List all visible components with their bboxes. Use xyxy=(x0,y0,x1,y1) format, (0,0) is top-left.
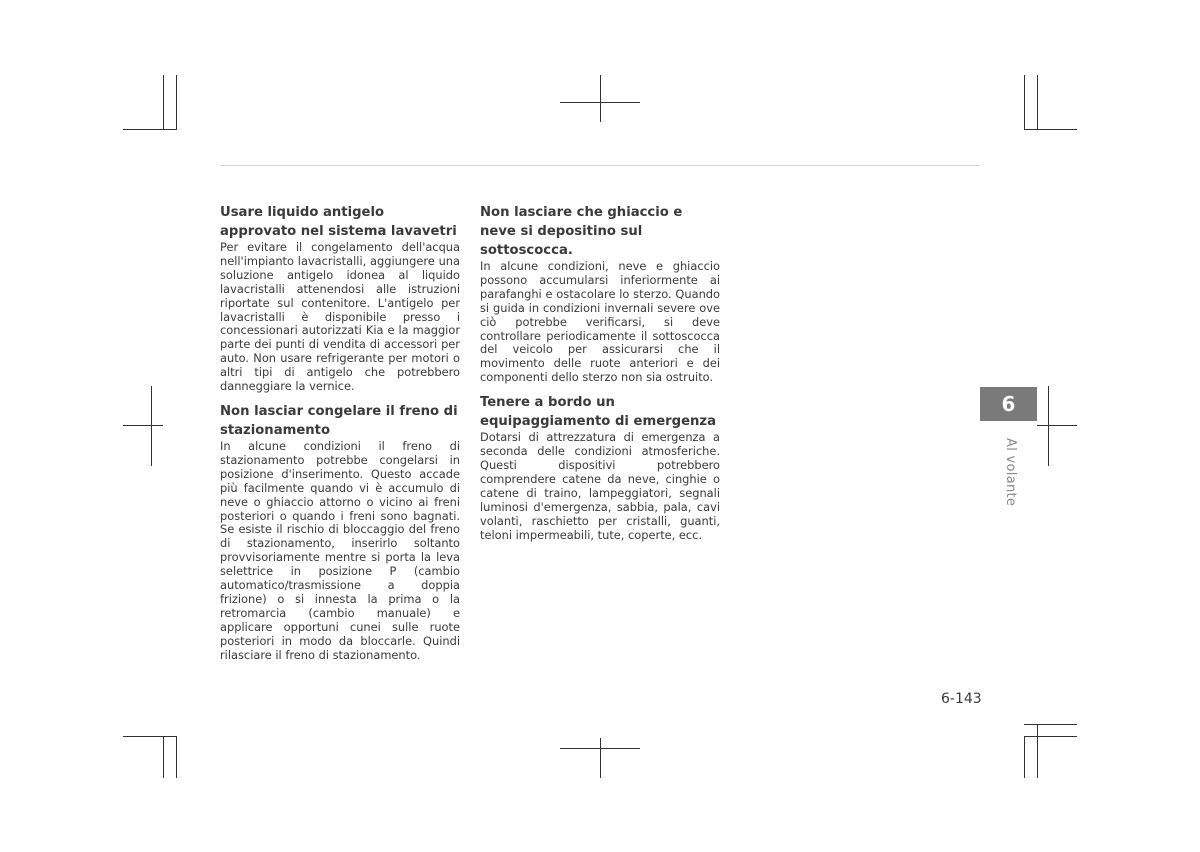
section-emergency-equipment xyxy=(480,393,720,542)
section-parking-brake xyxy=(220,402,460,663)
crop-mark-br-v2 xyxy=(1037,724,1038,778)
section-body: In alcune condizioni, neve e ghiaccio possono accumularsi inferiormente ai parafanghi e ostacolare lo sterzo. Quando si guida in condizioni invernali severe ove ciò potrebbe verificarsi, si deve controllare periodicamente il sottoscocca del veicolo per assicurarsi che il movimento delle ruote anteriori e dei componenti dello sterzo non sia ostruito. xyxy=(480,259,720,385)
crop-mark-mr-v xyxy=(1048,386,1049,466)
section-washer-antifreeze xyxy=(220,203,460,394)
crop-mark-bc-h xyxy=(560,748,640,749)
crop-mark-tl-v2 xyxy=(176,75,177,130)
page-number: 6-143 xyxy=(941,691,982,707)
chapter-number-tab: 6 xyxy=(980,387,1037,421)
crop-mark-tr-v2 xyxy=(1037,75,1038,130)
crop-mark-bl-v1 xyxy=(163,736,164,778)
crop-mark-ml-v xyxy=(151,386,152,466)
crop-mark-mr-h xyxy=(1037,425,1077,426)
crop-mark-bc-v xyxy=(600,738,601,778)
section-heading: Tenere a bordo un equipaggiamento di emergenza xyxy=(480,395,716,430)
section-body: Dotarsi di attrezzatura di emergenza a seconda delle condizioni atmosferiche. Questi dispositivi potrebbero comprendere catene da neve, cinghie o catene di traino, lampeggiatori, segnali luminosi d'emergenza, sabbia, pala, cavi volanti, raschietto per cristalli, guanti, teloni impermeabili, tute, coperte, ecc. xyxy=(480,430,720,542)
chapter-title: Al volante xyxy=(1003,438,1018,507)
right-column xyxy=(480,203,720,542)
crop-mark-tl-h xyxy=(123,129,176,130)
section-body: Per evitare il congelamento dell'acqua nell'impianto lavacristalli, aggiungere una soluzione antigelo idonea al liquido lavacristalli attenendosi alle istruzioni riportate sul contenitore. L'antigelo per lavacristalli è disponibile presso i concessionari autorizzati Kia e la maggior parte dei punti di vendita di accessori per auto. Non usare refrigerante per motori o altri tipi di antigelo che potrebbero danneggiare la vernice. xyxy=(220,240,460,394)
crop-mark-br-h xyxy=(1024,724,1077,725)
section-heading: Usare liquido antigelo approvato nel sistema lavavetri xyxy=(220,205,457,239)
section-underbody-ice xyxy=(480,203,720,385)
section-body: In alcune condizioni il freno di stazionamento potrebbe congelarsi in posizione d'inserimento. Questo accade più facilmente quando vi è accumulo di neve o ghiaccio attorno o vicino ai freni posteriori o quando i freni sono bagnati. Se esiste il rischio di bloccaggio del freno di stazionamento, inserirlo soltanto provvisoriamente mentre si porta la leva selettrice in posizione P (cambio automatico/trasmissione a doppia frizione) o si innesta la prima o la retromarcia (cambio manuale) e applicare opportuni cunei sulle ruote posteriori in modo da bloccarle. Quindi rilasciare il freno di stazionamento. xyxy=(220,438,460,662)
crop-mark-bl-v2 xyxy=(176,736,177,778)
crop-mark-tc-v xyxy=(600,75,601,122)
crop-mark-tr-h xyxy=(1024,129,1077,130)
crop-mark-br-h2 xyxy=(1024,736,1077,737)
crop-mark-tc-h xyxy=(560,102,640,103)
header-rule xyxy=(220,165,980,166)
crop-mark-tl-v1 xyxy=(163,75,164,130)
section-heading: Non lasciar congelare il freno di stazionamento xyxy=(220,403,458,438)
crop-mark-bl-h xyxy=(123,736,176,737)
section-heading: Non lasciare che ghiaccio e neve si depositino sul sottoscocca. xyxy=(480,205,683,258)
crop-mark-ml-h xyxy=(123,425,163,426)
crop-mark-tr-v1 xyxy=(1024,75,1025,130)
crop-mark-br-v1 xyxy=(1024,736,1025,778)
left-column xyxy=(220,203,460,662)
